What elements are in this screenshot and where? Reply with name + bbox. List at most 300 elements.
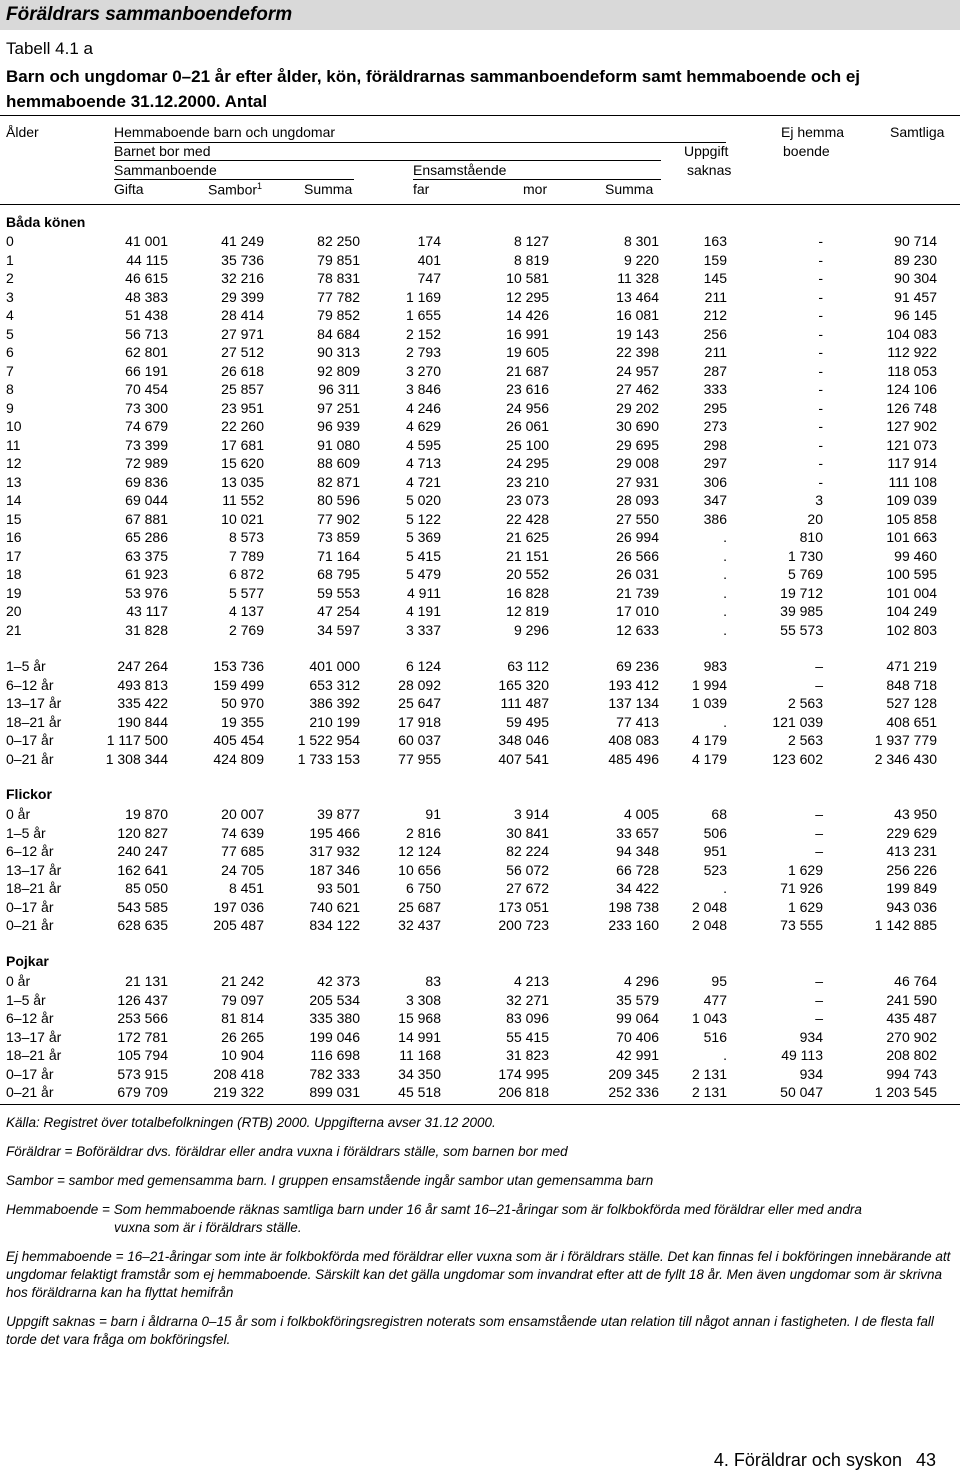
age-label: 6 bbox=[6, 344, 14, 360]
uppgift-saknas-cell: . bbox=[723, 529, 727, 545]
gifta-cell: 85 050 bbox=[125, 880, 168, 896]
table-row bbox=[0, 363, 960, 382]
table-row bbox=[0, 566, 960, 585]
mor-cell: 8 127 bbox=[513, 233, 549, 249]
uppgift-saknas-cell: 347 bbox=[703, 492, 727, 508]
far-cell: 32 437 bbox=[398, 917, 441, 933]
far-cell: 4 629 bbox=[405, 418, 441, 434]
table-row bbox=[0, 344, 960, 363]
uppgift-saknas-cell: 163 bbox=[703, 233, 727, 249]
uppgift-saknas-cell: . bbox=[723, 1047, 727, 1063]
table-row bbox=[0, 289, 960, 308]
uppgift-saknas-cell: . bbox=[723, 713, 727, 730]
far-cell: 5 020 bbox=[405, 492, 441, 508]
ej-hemma-cell: - bbox=[818, 288, 823, 305]
table-bottom-rule bbox=[0, 1104, 960, 1105]
far-cell: 77 955 bbox=[398, 750, 441, 767]
summa-sammanboende-cell: 73 859 bbox=[317, 529, 360, 545]
table-row bbox=[0, 973, 960, 992]
age-label: 0–17 år bbox=[6, 1065, 54, 1082]
summa-ensamstaende-cell: 27 462 bbox=[616, 381, 659, 397]
samtliga-cell: 848 718 bbox=[886, 676, 937, 693]
table-row bbox=[0, 917, 960, 936]
header-sambor-text: Sambor bbox=[208, 181, 258, 198]
gifta-cell: 73 399 bbox=[125, 436, 168, 453]
age-label: 5 bbox=[6, 325, 14, 342]
mor-cell: 23 616 bbox=[506, 381, 549, 397]
uppgift-saknas-cell: 4 179 bbox=[691, 732, 727, 748]
summa-sammanboende-cell: 1 522 954 bbox=[297, 732, 360, 748]
sambor-cell: 32 216 bbox=[221, 270, 264, 286]
table-row bbox=[0, 474, 960, 493]
table-row bbox=[0, 880, 960, 899]
sambor-cell: 35 736 bbox=[221, 251, 264, 268]
uppgift-saknas-cell: 333 bbox=[703, 381, 727, 397]
sambor-cell: 23 951 bbox=[221, 399, 264, 416]
uppgift-saknas-cell: 1 043 bbox=[691, 1010, 727, 1026]
uppgift-saknas-cell: . bbox=[723, 621, 727, 638]
far-cell: 6 124 bbox=[405, 658, 441, 674]
gifta-cell: 62 801 bbox=[125, 344, 168, 360]
summary-row bbox=[0, 658, 960, 677]
summa-ensamstaende-cell: 29 695 bbox=[616, 436, 659, 453]
summa-ensamstaende-cell: 193 412 bbox=[608, 676, 659, 693]
summa-sammanboende-cell: 79 851 bbox=[317, 251, 360, 268]
uppgift-saknas-cell: 516 bbox=[703, 1028, 727, 1045]
samtliga-cell: 118 053 bbox=[887, 362, 937, 379]
age-label: 8 bbox=[6, 381, 14, 397]
sambor-cell: 26 265 bbox=[221, 1028, 264, 1045]
gifta-cell: 69 836 bbox=[125, 473, 168, 490]
summary-row bbox=[0, 732, 960, 751]
mor-cell: 8 819 bbox=[513, 251, 549, 268]
gifta-cell: 31 828 bbox=[125, 621, 168, 638]
gifta-cell: 73 300 bbox=[125, 399, 168, 416]
summa-sammanboende-cell: 740 621 bbox=[309, 898, 360, 915]
gifta-cell: 63 375 bbox=[125, 547, 168, 564]
sambor-cell: 81 814 bbox=[221, 1010, 264, 1026]
far-cell: 5 415 bbox=[405, 547, 441, 564]
samtliga-cell: 127 902 bbox=[886, 418, 937, 434]
far-cell: 4 911 bbox=[407, 584, 441, 601]
age-label: 0 år bbox=[6, 973, 31, 989]
ej-hemma-cell: 2 563 bbox=[787, 732, 823, 748]
summa-ensamstaende-cell: 11 328 bbox=[617, 270, 659, 286]
table-top-rule bbox=[0, 115, 960, 116]
far-cell: 5 122 bbox=[405, 510, 441, 527]
sambor-cell: 4 137 bbox=[228, 603, 264, 619]
summa-ensamstaende-cell: 70 406 bbox=[616, 1028, 659, 1045]
far-cell: 11 168 bbox=[399, 1047, 441, 1063]
header-mor: mor bbox=[523, 181, 548, 197]
sambor-cell: 20 007 bbox=[221, 806, 264, 822]
summa-ensamstaende-cell: 209 345 bbox=[608, 1065, 659, 1082]
group-title-text: Flickor bbox=[6, 786, 52, 802]
mor-cell: 55 415 bbox=[506, 1028, 549, 1045]
summa-sammanboende-cell: 59 553 bbox=[317, 584, 360, 601]
gifta-cell: 1 308 344 bbox=[105, 750, 168, 767]
age-label: 6–12 år bbox=[6, 1010, 54, 1026]
samtliga-cell: 102 803 bbox=[886, 621, 937, 638]
table-row bbox=[0, 511, 960, 530]
footer-page-number: 43 bbox=[915, 1450, 936, 1470]
mor-cell: 26 061 bbox=[506, 418, 549, 434]
far-cell: 4 713 bbox=[405, 455, 441, 471]
ej-hemma-cell: 3 bbox=[815, 492, 823, 508]
ej-hemma-cell: - bbox=[818, 325, 823, 342]
uppgift-saknas-cell: 95 bbox=[711, 973, 727, 989]
summa-ensamstaende-cell: 4 296 bbox=[623, 973, 659, 989]
sambor-cell: 10 021 bbox=[221, 510, 264, 527]
summa-ensamstaende-cell: 21 739 bbox=[616, 584, 659, 601]
samtliga-cell: 90 714 bbox=[894, 233, 937, 249]
group-title bbox=[0, 786, 960, 805]
age-label: 1–5 år bbox=[6, 658, 46, 674]
samtliga-cell: 994 743 bbox=[886, 1065, 937, 1082]
sambor-cell: 197 036 bbox=[213, 898, 264, 915]
far-cell: 5 479 bbox=[405, 566, 441, 582]
header-rule-barnet bbox=[114, 160, 661, 161]
ej-hemma-cell: 934 bbox=[799, 1065, 823, 1082]
footer-chapter: 4. Föräldrar och syskon bbox=[713, 1450, 902, 1470]
samtliga-cell: 208 802 bbox=[886, 1047, 937, 1063]
summa-ensamstaende-cell: 33 657 bbox=[616, 824, 659, 841]
samtliga-cell: 121 073 bbox=[886, 436, 937, 453]
note-sambor: Sambor = sambor med gemensamma barn. I gruppen ensamstående ingår sambor utan gemensamma barn bbox=[6, 1173, 654, 1188]
summa-ensamstaende-cell: 29 008 bbox=[616, 455, 659, 471]
gifta-cell: 51 438 bbox=[125, 307, 168, 323]
gifta-cell: 126 437 bbox=[117, 991, 168, 1008]
uppgift-saknas-cell: 951 bbox=[703, 843, 727, 859]
summa-ensamstaende-cell: 35 579 bbox=[616, 991, 659, 1008]
far-cell: 12 124 bbox=[398, 843, 441, 859]
uppgift-saknas-cell: 506 bbox=[703, 824, 727, 841]
ej-hemma-cell: 20 bbox=[807, 510, 823, 527]
summa-ensamstaende-cell: 27 931 bbox=[616, 473, 659, 490]
samtliga-cell: 471 219 bbox=[886, 658, 937, 674]
gifta-cell: 573 915 bbox=[117, 1065, 168, 1082]
sambor-cell: 8 573 bbox=[228, 529, 264, 545]
header-summa-sammanboende: Summa bbox=[304, 181, 353, 197]
ej-hemma-cell: 50 047 bbox=[780, 1084, 823, 1100]
far-cell: 3 270 bbox=[405, 362, 441, 379]
gifta-cell: 44 115 bbox=[126, 251, 168, 268]
mor-cell: 12 295 bbox=[506, 288, 549, 305]
group-title-text: Pojkar bbox=[6, 953, 49, 969]
summa-ensamstaende-cell: 26 566 bbox=[616, 547, 659, 564]
note-hemmaboende-line2: vuxna som är i föräldrars ställe. bbox=[114, 1220, 302, 1235]
summa-sammanboende-cell: 90 313 bbox=[317, 344, 360, 360]
summa-ensamstaende-cell: 66 728 bbox=[616, 861, 659, 878]
table-row bbox=[0, 270, 960, 289]
gifta-cell: 74 679 bbox=[125, 418, 168, 434]
age-label: 18–21 år bbox=[6, 880, 62, 896]
note-hemmaboende-line1: Hemmaboende = Som hemmaboende räknas samtliga barn under 16 år samt 16–21-åringar som är folkbokförda med föräldrar eller med andra bbox=[6, 1202, 862, 1217]
far-cell: 747 bbox=[417, 270, 441, 286]
mor-cell: 82 224 bbox=[506, 843, 549, 859]
sambor-cell: 26 618 bbox=[221, 362, 264, 379]
uppgift-saknas-cell: 306 bbox=[703, 473, 727, 490]
far-cell: 4 595 bbox=[405, 436, 441, 453]
age-label: 12 bbox=[6, 455, 22, 471]
mor-cell: 407 541 bbox=[498, 750, 549, 767]
summa-ensamstaende-cell: 22 398 bbox=[616, 344, 659, 360]
far-cell: 91 bbox=[425, 806, 441, 822]
gifta-cell: 335 422 bbox=[117, 695, 168, 711]
header-hemmaboende: Hemmaboende barn och ungdomar bbox=[114, 124, 336, 140]
mor-cell: 59 495 bbox=[506, 713, 549, 730]
summa-sammanboende-cell: 84 684 bbox=[317, 325, 360, 342]
age-label: 13–17 år bbox=[6, 1028, 62, 1045]
gifta-cell: 253 566 bbox=[117, 1010, 168, 1026]
group-title bbox=[0, 953, 960, 972]
age-label: 0–21 år bbox=[6, 1084, 54, 1100]
summary-row bbox=[0, 695, 960, 714]
header-far: far bbox=[413, 181, 430, 197]
summa-sammanboende-cell: 834 122 bbox=[309, 917, 360, 933]
table-row bbox=[0, 585, 960, 604]
age-label: 14 bbox=[6, 492, 22, 508]
samtliga-cell: 43 950 bbox=[894, 806, 937, 822]
samtliga-cell: 126 748 bbox=[886, 399, 937, 416]
age-label: 6–12 år bbox=[6, 676, 54, 693]
gifta-cell: 679 709 bbox=[117, 1084, 168, 1100]
summa-sammanboende-cell: 47 254 bbox=[317, 603, 360, 619]
age-label: 1–5 år bbox=[6, 824, 46, 841]
gifta-cell: 66 191 bbox=[125, 362, 168, 379]
age-label: 0–21 år bbox=[6, 917, 54, 933]
uppgift-saknas-cell: 983 bbox=[703, 658, 727, 674]
header-rule-ensamstaende bbox=[413, 179, 661, 180]
summa-ensamstaende-cell: 19 143 bbox=[616, 325, 659, 342]
gifta-cell: 1 117 500 bbox=[106, 732, 168, 748]
samtliga-cell: 89 230 bbox=[894, 251, 937, 268]
sambor-cell: 17 681 bbox=[221, 436, 264, 453]
ej-hemma-cell: 55 573 bbox=[780, 621, 823, 638]
summa-ensamstaende-cell: 233 160 bbox=[608, 917, 659, 933]
mor-cell: 3 914 bbox=[513, 806, 549, 822]
summa-ensamstaende-cell: 198 738 bbox=[608, 898, 659, 915]
far-cell: 28 092 bbox=[398, 676, 441, 693]
ej-hemma-cell: 73 555 bbox=[780, 917, 823, 933]
mor-cell: 23 210 bbox=[506, 473, 549, 490]
gifta-cell: 240 247 bbox=[117, 843, 168, 859]
samtliga-cell: 2 346 430 bbox=[874, 750, 937, 767]
summa-sammanboende-cell: 782 333 bbox=[309, 1065, 360, 1082]
age-label: 0 år bbox=[6, 806, 31, 822]
summa-ensamstaende-cell: 13 464 bbox=[616, 288, 659, 305]
age-label: 0–21 år bbox=[6, 750, 54, 767]
table-row bbox=[0, 1084, 960, 1103]
summa-sammanboende-cell: 187 346 bbox=[309, 861, 360, 878]
header-sambor bbox=[208, 181, 262, 198]
summa-ensamstaende-cell: 34 422 bbox=[616, 880, 659, 896]
mor-cell: 206 818 bbox=[498, 1084, 549, 1100]
gifta-cell: 67 881 bbox=[125, 510, 168, 527]
table-heading: Barn och ungdomar 0–21 år efter ålder, kön, föräldrarnas sammanboendeform samt hemmaboende och ej hemmaboende 31.12.2000. Antal bbox=[6, 67, 861, 111]
ej-hemma-cell: – bbox=[815, 824, 823, 841]
page-footer bbox=[714, 1450, 936, 1471]
summa-ensamstaende-cell: 94 348 bbox=[616, 843, 659, 859]
mor-cell: 20 552 bbox=[506, 566, 549, 582]
far-cell: 1 169 bbox=[405, 288, 441, 305]
sambor-cell: 10 904 bbox=[221, 1047, 264, 1063]
gifta-cell: 41 001 bbox=[125, 233, 168, 249]
ej-hemma-cell: 1 730 bbox=[787, 547, 823, 564]
sambor-cell: 424 809 bbox=[213, 750, 264, 767]
uppgift-saknas-cell: 211 bbox=[704, 288, 727, 305]
sambor-cell: 50 970 bbox=[221, 695, 264, 711]
age-label: 13–17 år bbox=[6, 861, 62, 878]
header-summa-ensamstaende: Summa bbox=[605, 181, 654, 197]
summa-sammanboende-cell: 80 596 bbox=[317, 492, 360, 508]
mor-cell: 9 296 bbox=[513, 621, 549, 638]
summa-sammanboende-cell: 205 534 bbox=[309, 991, 360, 1008]
gifta-cell: 56 713 bbox=[125, 325, 168, 342]
gifta-cell: 190 844 bbox=[117, 713, 168, 730]
mor-cell: 83 096 bbox=[506, 1010, 549, 1026]
gifta-cell: 46 615 bbox=[125, 270, 168, 286]
ej-hemma-cell: 934 bbox=[799, 1028, 823, 1045]
ej-hemma-cell: – bbox=[815, 843, 823, 859]
ej-hemma-cell: – bbox=[815, 991, 823, 1008]
ej-hemma-cell: – bbox=[815, 806, 823, 822]
samtliga-cell: 943 036 bbox=[886, 898, 937, 915]
mor-cell: 348 046 bbox=[498, 732, 549, 748]
far-cell: 17 918 bbox=[398, 713, 441, 730]
ej-hemma-cell: 71 926 bbox=[780, 880, 823, 896]
ej-hemma-cell: - bbox=[818, 455, 823, 471]
note-hemmaboende bbox=[6, 1201, 951, 1237]
samtliga-cell: 96 145 bbox=[894, 307, 937, 323]
table-row bbox=[0, 381, 960, 400]
ej-hemma-cell: - bbox=[818, 251, 823, 268]
table-row bbox=[0, 622, 960, 641]
ej-hemma-cell: 123 602 bbox=[772, 750, 823, 767]
uppgift-saknas-cell: 212 bbox=[703, 307, 727, 323]
mor-cell: 27 672 bbox=[506, 880, 549, 896]
samtliga-cell: 1 937 779 bbox=[874, 732, 937, 748]
mor-cell: 56 072 bbox=[506, 861, 549, 878]
sambor-cell: 25 857 bbox=[221, 381, 264, 397]
group-title bbox=[0, 214, 960, 233]
mor-cell: 14 426 bbox=[506, 307, 549, 323]
sambor-cell: 41 249 bbox=[221, 233, 264, 249]
samtliga-cell: 100 595 bbox=[886, 566, 937, 582]
age-label: 20 bbox=[6, 603, 22, 619]
age-label: 18–21 år bbox=[6, 1047, 62, 1063]
mor-cell: 63 112 bbox=[507, 658, 549, 674]
uppgift-saknas-cell: 287 bbox=[703, 362, 727, 379]
table-row bbox=[0, 1010, 960, 1029]
table-row bbox=[0, 862, 960, 881]
uppgift-saknas-cell: 256 bbox=[703, 325, 727, 342]
uppgift-saknas-cell: 477 bbox=[703, 991, 727, 1008]
far-cell: 174 bbox=[417, 233, 441, 249]
age-label: 13 bbox=[6, 473, 22, 490]
summa-ensamstaende-cell: 77 413 bbox=[616, 713, 659, 730]
samtliga-cell: 413 231 bbox=[886, 843, 937, 859]
summa-ensamstaende-cell: 42 991 bbox=[616, 1047, 659, 1063]
mor-cell: 23 073 bbox=[506, 492, 549, 508]
table-row bbox=[0, 455, 960, 474]
sambor-cell: 2 769 bbox=[228, 621, 264, 638]
gifta-cell: 48 383 bbox=[125, 288, 168, 305]
age-label: 1 bbox=[6, 251, 14, 268]
header-uppgift: Uppgift bbox=[684, 143, 729, 159]
summa-sammanboende-cell: 34 597 bbox=[317, 621, 360, 638]
summa-ensamstaende-cell: 24 957 bbox=[616, 362, 659, 379]
mor-cell: 30 841 bbox=[506, 824, 549, 841]
age-label: 3 bbox=[6, 288, 14, 305]
sambor-cell: 5 577 bbox=[228, 584, 264, 601]
gifta-cell: 493 813 bbox=[117, 676, 168, 693]
summa-sammanboende-cell: 335 380 bbox=[309, 1010, 360, 1026]
far-cell: 4 721 bbox=[405, 473, 441, 490]
table-row bbox=[0, 603, 960, 622]
gifta-cell: 72 989 bbox=[125, 455, 168, 471]
age-label: 9 bbox=[6, 399, 14, 416]
ej-hemma-cell: 5 769 bbox=[787, 566, 823, 582]
far-cell: 2 816 bbox=[405, 824, 441, 841]
table-row bbox=[0, 825, 960, 844]
samtliga-cell: 117 914 bbox=[887, 455, 937, 471]
uppgift-saknas-cell: . bbox=[723, 880, 727, 896]
age-label: 4 bbox=[6, 307, 14, 323]
age-label: 6–12 år bbox=[6, 843, 54, 859]
summa-sammanboende-cell: 116 698 bbox=[310, 1047, 360, 1063]
mor-cell: 22 428 bbox=[506, 510, 549, 527]
header-gifta: Gifta bbox=[114, 181, 144, 197]
header-samtliga: Samtliga bbox=[890, 124, 945, 140]
gifta-cell: 69 044 bbox=[125, 492, 168, 508]
summa-sammanboende-cell: 77 902 bbox=[317, 510, 360, 527]
gifta-cell: 120 827 bbox=[117, 824, 168, 841]
summa-ensamstaende-cell: 137 134 bbox=[608, 695, 659, 711]
far-cell: 4 191 bbox=[405, 603, 441, 619]
table-row bbox=[0, 418, 960, 437]
sambor-cell: 11 552 bbox=[222, 492, 264, 508]
summa-sammanboende-cell: 199 046 bbox=[309, 1028, 360, 1045]
table-row bbox=[0, 437, 960, 456]
table-row bbox=[0, 233, 960, 252]
mor-cell: 16 828 bbox=[506, 584, 549, 601]
age-label: 0–17 år bbox=[6, 898, 54, 915]
age-label: 2 bbox=[6, 270, 14, 286]
age-label: 21 bbox=[6, 621, 22, 638]
samtliga-cell: 527 128 bbox=[886, 695, 937, 711]
table-row bbox=[0, 1029, 960, 1048]
far-cell: 2 793 bbox=[405, 344, 441, 360]
sambor-cell: 27 512 bbox=[221, 344, 264, 360]
summa-ensamstaende-cell: 16 081 bbox=[616, 307, 659, 323]
mor-cell: 32 271 bbox=[506, 991, 549, 1008]
mor-cell: 165 320 bbox=[498, 676, 549, 693]
summa-ensamstaende-cell: 252 336 bbox=[608, 1084, 659, 1100]
mor-cell: 21 151 bbox=[506, 547, 549, 564]
samtliga-cell: 46 764 bbox=[894, 973, 937, 989]
uppgift-saknas-cell: 2 048 bbox=[691, 898, 727, 915]
gifta-cell: 162 641 bbox=[117, 861, 168, 878]
gifta-cell: 19 870 bbox=[125, 806, 168, 822]
samtliga-cell: 104 083 bbox=[886, 325, 937, 342]
header-sambor-footnote: 1 bbox=[257, 181, 263, 191]
summa-sammanboende-cell: 1 733 153 bbox=[297, 750, 360, 767]
samtliga-cell: 1 203 545 bbox=[874, 1084, 937, 1100]
far-cell: 15 968 bbox=[398, 1010, 441, 1026]
uppgift-saknas-cell: 295 bbox=[703, 399, 727, 416]
age-label: 15 bbox=[6, 510, 22, 527]
